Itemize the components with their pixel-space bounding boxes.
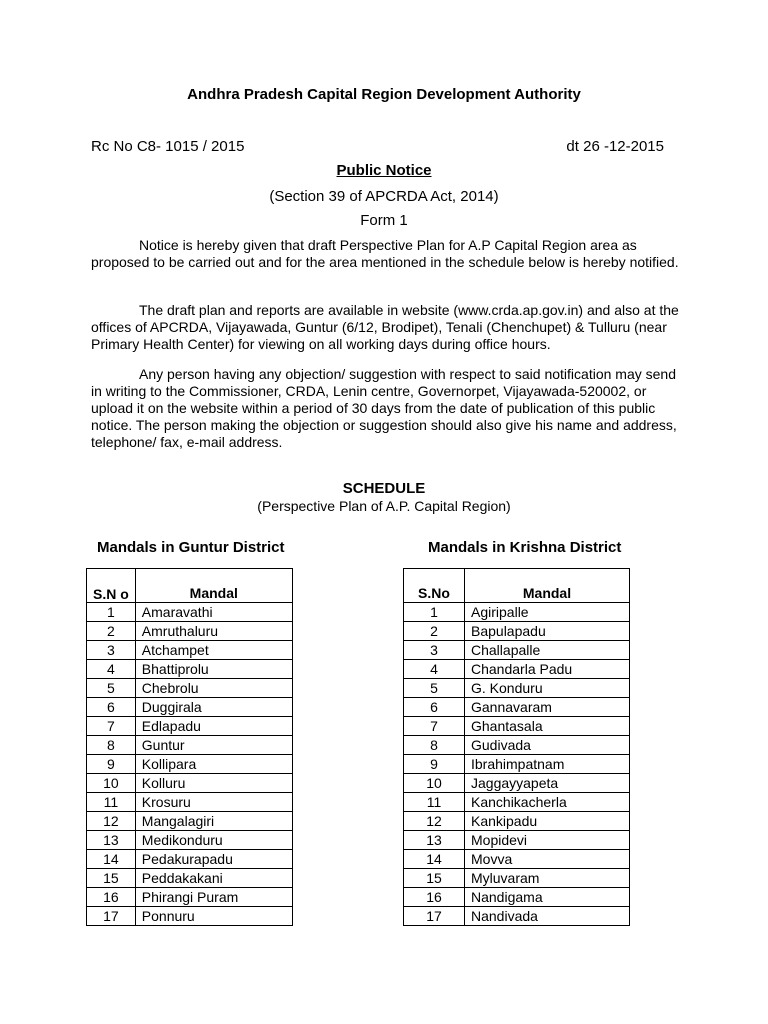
reference-number: Rc No C8- 1015 / 2015	[91, 138, 245, 155]
row-mandal: Ibrahimpatnam	[465, 755, 630, 774]
table-row	[404, 717, 630, 736]
row-mandal: Nandivada	[465, 907, 630, 926]
row-sno: 6	[87, 698, 136, 717]
column-header-mandal: Mandal	[465, 569, 630, 603]
notice-date: dt 26 -12-2015	[566, 138, 664, 155]
row-mandal: Peddakakani	[135, 869, 292, 888]
row-mandal: Chebrolu	[135, 679, 292, 698]
row-sno: 7	[404, 717, 465, 736]
table-row	[87, 736, 293, 755]
row-sno: 17	[87, 907, 136, 926]
table-row	[404, 679, 630, 698]
act-section: (Section 39 of APCRDA Act, 2014)	[269, 188, 499, 205]
row-sno: 15	[87, 869, 136, 888]
row-sno: 9	[404, 755, 465, 774]
row-sno: 15	[404, 869, 465, 888]
row-sno: 4	[87, 660, 136, 679]
row-sno: 3	[404, 641, 465, 660]
row-mandal: Gannavaram	[465, 698, 630, 717]
krishna-mandals-table	[403, 568, 630, 926]
row-mandal: Pedakurapadu	[135, 850, 292, 869]
row-sno: 10	[404, 774, 465, 793]
row-mandal: Agiripalle	[465, 603, 630, 622]
row-sno: 13	[87, 831, 136, 850]
row-sno: 2	[87, 622, 136, 641]
row-mandal: Guntur	[135, 736, 292, 755]
row-sno: 16	[87, 888, 136, 907]
table-row	[404, 831, 630, 850]
table-row	[87, 622, 293, 641]
table-row	[87, 698, 293, 717]
row-sno: 14	[87, 850, 136, 869]
schedule-title: SCHEDULE	[342, 480, 426, 497]
form-number: Form 1	[360, 212, 408, 229]
table-row	[87, 907, 293, 926]
row-mandal: Medikonduru	[135, 831, 292, 850]
table-row	[87, 812, 293, 831]
table-row	[404, 774, 630, 793]
table-row	[404, 755, 630, 774]
row-mandal: Gudivada	[465, 736, 630, 755]
row-mandal: Mopidevi	[465, 831, 630, 850]
table-row	[404, 850, 630, 869]
table-row	[87, 641, 293, 660]
row-mandal: Kanchikacherla	[465, 793, 630, 812]
paragraph-objections: Any person having any objection/ suggestion with respect to said notification may send in writing to the Commissioner, CRDA, Lenin centre, Governorpet, Vijayawada-520002, or upload it on the website within a period of 30 days from the date of publication of this public notice. The person making the objection or suggestion should also give his name and address, telephone/ fax, e-mail address.	[91, 366, 677, 450]
row-mandal: G. Konduru	[465, 679, 630, 698]
table-row	[404, 641, 630, 660]
row-sno: 12	[404, 812, 465, 831]
table-row	[404, 888, 630, 907]
row-mandal: Chandarla Padu	[465, 660, 630, 679]
row-mandal: Myluvaram	[465, 869, 630, 888]
table-row	[87, 679, 293, 698]
row-sno: 12	[87, 812, 136, 831]
table-row	[404, 869, 630, 888]
row-mandal: Ghantasala	[465, 717, 630, 736]
row-mandal: Nandigama	[465, 888, 630, 907]
table-row	[87, 755, 293, 774]
column-header-sno: S.N o	[87, 569, 136, 603]
row-mandal: Kolluru	[135, 774, 292, 793]
row-sno: 14	[404, 850, 465, 869]
row-sno: 7	[87, 717, 136, 736]
table-header-row	[87, 569, 293, 603]
row-mandal: Edlapadu	[135, 717, 292, 736]
row-sno: 13	[404, 831, 465, 850]
table-row	[87, 717, 293, 736]
table-row	[87, 850, 293, 869]
row-mandal: Atchampet	[135, 641, 292, 660]
row-sno: 9	[87, 755, 136, 774]
row-mandal: Bhattiprolu	[135, 660, 292, 679]
row-sno: 8	[87, 736, 136, 755]
row-sno: 1	[87, 603, 136, 622]
row-mandal: Amruthaluru	[135, 622, 292, 641]
row-mandal: Kollipara	[135, 755, 292, 774]
row-mandal: Phirangi Puram	[135, 888, 292, 907]
table-row	[87, 660, 293, 679]
row-sno: 11	[87, 793, 136, 812]
table-row	[87, 603, 293, 622]
row-sno: 5	[87, 679, 136, 698]
table-row	[404, 698, 630, 717]
table-row	[404, 660, 630, 679]
table-row	[404, 793, 630, 812]
row-mandal: Challapalle	[465, 641, 630, 660]
row-sno: 16	[404, 888, 465, 907]
row-sno: 11	[404, 793, 465, 812]
schedule-subtitle: (Perspective Plan of A.P. Capital Region)	[257, 498, 511, 514]
column-header-sno: S.No	[404, 569, 465, 603]
row-mandal: Amaravathi	[135, 603, 292, 622]
table-row	[87, 869, 293, 888]
row-mandal: Ponnuru	[135, 907, 292, 926]
guntur-district-heading: Mandals in Guntur District	[97, 539, 285, 556]
paragraph-availability: The draft plan and reports are available in website (www.crda.ap.gov.in) and also at the offices of APCRDA, Vijayawada, Guntur (6/12, Brodipet), Tenali (Chenchupet) & Tulluru (near Primary Health Center) for viewing on all working days during office hours.	[91, 302, 679, 352]
row-sno: 1	[404, 603, 465, 622]
table-row	[404, 812, 630, 831]
row-sno: 2	[404, 622, 465, 641]
guntur-mandals-table	[86, 568, 293, 926]
row-sno: 8	[404, 736, 465, 755]
paragraph-notice: Notice is hereby given that draft Perspective Plan for A.P Capital Region area as proposed to be carried out and for the area mentioned in the schedule below is hereby notified.	[91, 237, 679, 270]
row-sno: 4	[404, 660, 465, 679]
row-sno: 6	[404, 698, 465, 717]
krishna-district-heading: Mandals in Krishna District	[428, 539, 622, 556]
table-row	[404, 622, 630, 641]
table-row	[404, 907, 630, 926]
row-sno: 17	[404, 907, 465, 926]
organization-title: Andhra Pradesh Capital Region Development Authority	[187, 86, 581, 103]
row-mandal: Kankipadu	[465, 812, 630, 831]
reference-line	[91, 138, 664, 155]
table-row	[87, 888, 293, 907]
table-header-row	[404, 569, 630, 603]
row-sno: 3	[87, 641, 136, 660]
table-row	[404, 603, 630, 622]
row-sno: 10	[87, 774, 136, 793]
table-row	[87, 793, 293, 812]
row-mandal: Duggirala	[135, 698, 292, 717]
row-mandal: Mangalagiri	[135, 812, 292, 831]
table-row	[404, 736, 630, 755]
row-mandal: Krosuru	[135, 793, 292, 812]
row-sno: 5	[404, 679, 465, 698]
row-mandal: Bapulapadu	[465, 622, 630, 641]
table-row	[87, 831, 293, 850]
notice-title: Public Notice	[336, 162, 432, 179]
row-mandal: Jaggayyapeta	[465, 774, 630, 793]
column-header-mandal: Mandal	[135, 569, 292, 603]
row-mandal: Movva	[465, 850, 630, 869]
table-row	[87, 774, 293, 793]
